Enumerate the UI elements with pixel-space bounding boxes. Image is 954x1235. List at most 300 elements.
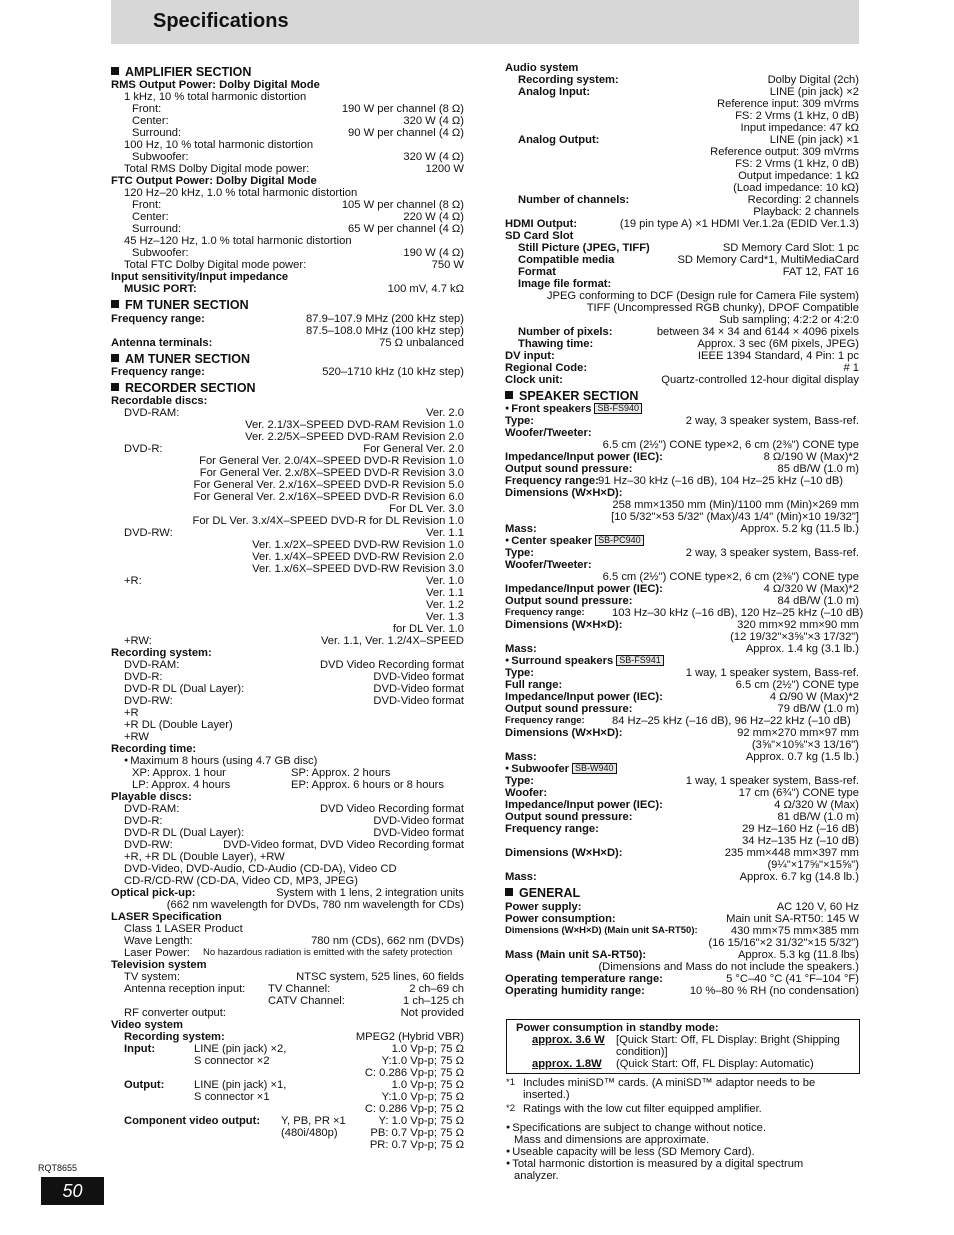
label-text: Woofer/Tweeter: [505, 427, 592, 440]
label-text: Type: [505, 547, 535, 560]
spec-row [111, 743, 464, 755]
spec-label [505, 901, 581, 913]
spec-value: DVD Video Recording format [319, 803, 464, 816]
spec-row [111, 791, 464, 803]
spec-value: 2 ch–69 ch [409, 983, 464, 996]
spec-label [518, 326, 613, 338]
note-bullet: ● Total harmonic distortion is measured by a digital spectrum [506, 1158, 803, 1170]
spec-label [124, 1115, 260, 1127]
spec-label [518, 86, 590, 98]
label-text: +R, +R DL (Double Layer), +RW [124, 851, 285, 864]
spec-row [111, 1139, 464, 1151]
spec-label [505, 655, 664, 667]
spec-label [505, 973, 663, 985]
section-heading [111, 352, 464, 366]
spec-sub-value: LINE (pin jack) ×2, [194, 1043, 287, 1056]
label-text: DVD-R: [124, 671, 163, 684]
spec-text [124, 923, 243, 935]
spec-value: IEEE 1394 Standard, 4 Pin: 1 pc [697, 350, 859, 362]
label-text: Input sensitivity/Input impedance [111, 271, 289, 284]
spec-value: 65 W per channel (4 Ω) [348, 223, 464, 236]
spec-row [505, 703, 859, 715]
spec-label [111, 271, 288, 283]
spec-value: TIFF (Uncompressed RGB chunky), DPOF Compatible [586, 302, 859, 314]
spec-value: FS: 2 Vrms (1 kHz, 0 dB) [735, 158, 859, 170]
label-text: +R DL (Double Layer) [124, 719, 233, 732]
spec-label [505, 523, 537, 535]
spec-row [505, 146, 859, 158]
spec-row [111, 671, 464, 683]
spec-row [505, 254, 859, 266]
spec-label [505, 667, 534, 679]
spec-label [111, 366, 205, 378]
square-bullet-icon [505, 391, 513, 399]
spec-row [111, 1043, 464, 1055]
spec-row [505, 290, 859, 302]
spec-text [132, 767, 226, 779]
label-text: Total FTC Dolby Digital mode power: [124, 259, 307, 272]
spec-label [111, 79, 320, 91]
label-text: Surround: [132, 223, 182, 236]
spec-row [111, 707, 464, 719]
spec-row [111, 127, 464, 139]
label-text: Output sound pressure: [505, 811, 633, 824]
label-text: Dimensions (W×H×D): [505, 847, 623, 860]
spec-label [505, 415, 534, 427]
label-text: Output sound pressure: [505, 703, 633, 716]
footnote-text: Includes miniSD™ cards. (A miniSD™ adaptor needs to be [523, 1077, 816, 1089]
spec-label [505, 451, 663, 463]
spec-row [505, 643, 859, 655]
spec-value: 320 mm×92 mm×90 mm [737, 619, 859, 632]
spec-text [124, 935, 193, 947]
spec-value: C: 0.286 Vp-p; 75 Ω [364, 1103, 464, 1116]
label-text: Frequency range: [111, 312, 205, 325]
right-column [505, 62, 864, 997]
spec-row [505, 871, 859, 883]
model-number-badge: SB-W940 [572, 763, 617, 774]
spec-row [505, 122, 859, 134]
spec-row [505, 913, 859, 925]
spec-label [505, 847, 622, 859]
spec-value: Ver. 1.3 [426, 611, 464, 624]
spec-row [111, 575, 464, 587]
label-text: Type: [505, 667, 535, 680]
spec-row [111, 1055, 464, 1067]
spec-row [505, 547, 859, 559]
spec-value: 81 dB/W (1.0 m) [777, 811, 859, 824]
label-text: MUSIC PORT: [124, 283, 197, 296]
label-text: Video system [111, 1019, 183, 1032]
spec-value: AC 120 V, 60 Hz [776, 900, 859, 913]
spec-row [111, 815, 464, 827]
label-text: 45 Hz–120 Hz, 1.0 % total harmonic distortion [124, 235, 352, 248]
section-title: AMPLIFIER SECTION [125, 65, 252, 79]
spec-row [111, 247, 464, 259]
left-column [111, 62, 464, 1151]
spec-row [111, 199, 464, 211]
spec-label [505, 619, 622, 631]
spec-row [505, 559, 859, 571]
spec-value: 1.0 Vp-p; 75 Ω [391, 1043, 464, 1056]
spec-value: 235 mm×448 mm×397 mm [724, 847, 859, 860]
spec-row [505, 715, 859, 727]
spec-label [505, 350, 555, 362]
spec-label [124, 1043, 155, 1055]
spec-value: Main unit SA-RT50: 145 W [726, 912, 859, 925]
spec-text [124, 803, 179, 815]
spec-row [111, 223, 464, 235]
label-text: Still Picture (JPEG, TIFF) [518, 242, 650, 254]
spec-label [505, 871, 537, 883]
label-text: Number of pixels: [518, 326, 613, 338]
label-text: Clock unit: [505, 374, 563, 386]
spec-row [111, 803, 464, 815]
spec-row [111, 827, 464, 839]
label-text: Mass: [505, 751, 537, 764]
spec-value: 75 Ω unbalanced [379, 336, 464, 349]
spec-text [124, 839, 173, 851]
label-text: Optical pick-up: [111, 887, 196, 900]
spec-row [111, 659, 464, 671]
spec-label [111, 395, 207, 407]
label-text: Regional Code: [505, 362, 588, 374]
spec-row [111, 337, 464, 349]
standby-title: Power consumption in standby mode: [516, 1022, 719, 1034]
spec-row [505, 847, 859, 859]
spec-label [518, 338, 593, 350]
section-heading [505, 886, 859, 900]
spec-row [505, 362, 859, 374]
spec-label [111, 791, 192, 803]
spec-value: 258 mm×1350 mm (Min)/1100 mm (Min)×269 mm [612, 499, 859, 512]
spec-row [111, 91, 464, 103]
label-text: CD-R/CD-RW (CD-DA, Video CD, MP3, JPEG) [124, 875, 358, 888]
spec-value: For General Ver. 2.x/16X–SPEED DVD-R Revision 5.0 [193, 479, 464, 492]
spec-text [124, 1007, 226, 1019]
spec-value: 17 cm (6¾") CONE type [738, 787, 859, 800]
page-number: 50 [41, 1177, 104, 1205]
label-text: TV system: [124, 971, 180, 984]
spec-value: Recording: 2 channels [747, 194, 859, 206]
spec-row [111, 1115, 464, 1127]
spec-row [505, 691, 859, 703]
spec-row [111, 539, 464, 551]
label-text: Output sound pressure: [505, 463, 633, 476]
spec-value: SD Memory Card*1, MultiMediaCard [677, 254, 859, 266]
spec-value: MPEG2 (Hybrid VBR) [355, 1031, 464, 1044]
section-heading [111, 65, 464, 79]
spec-value: For General Ver. 2.x/8X–SPEED DVD-R Revision 3.0 [199, 467, 464, 480]
spec-text [124, 695, 173, 707]
spec-value: LINE (pin jack) ×1 [769, 134, 859, 146]
section-heading [111, 298, 464, 312]
spec-value: Dolby Digital (2ch) [767, 74, 859, 86]
spec-row [111, 635, 464, 647]
label-text: SD Card Slot [505, 230, 574, 242]
label-text: DVD-Video, DVD-Audio, CD-Audio (CD-DA), Video CD [124, 863, 397, 876]
spec-row [505, 751, 859, 763]
spec-row [111, 1091, 464, 1103]
spec-sub-value: 84 Hz–25 kHz (–16 dB), 96 Hz–22 kHz (–10 dB) [612, 715, 851, 728]
spec-label [111, 647, 212, 659]
spec-row [505, 98, 859, 110]
label-text: Television system [111, 959, 207, 972]
spec-row [505, 218, 859, 230]
spec-value: 520–1710 kHz (10 kHz step) [322, 365, 464, 378]
spec-sub-value: 103 Hz–30 kHz (–16 dB), 120 Hz–25 kHz (–10 dB) [612, 607, 864, 620]
spec-value: 190 W (4 Ω) [403, 247, 464, 260]
spec-value: 780 nm (CDs), 662 nm (DVDs) [311, 935, 464, 948]
spec-row [505, 403, 859, 415]
spec-text [124, 575, 142, 587]
spec-label [111, 1019, 183, 1031]
label-text: Frequency range: [505, 475, 599, 488]
spec-row [505, 350, 859, 362]
label-text: Recording system: [124, 1031, 225, 1044]
square-bullet-icon [111, 354, 119, 362]
spec-value: LINE (pin jack) ×2 [769, 86, 859, 98]
spec-row [505, 925, 859, 937]
spec-label [505, 751, 537, 763]
spec-value: 79 dB/W (1.0 m) [777, 703, 859, 716]
spec-row [505, 961, 859, 973]
spec-row [111, 467, 464, 479]
spec-value: Y: 1.0 Vp-p; 75 Ω [378, 1115, 464, 1128]
spec-label [505, 799, 663, 811]
label-text: Analog Output: [518, 134, 600, 146]
spec-value: Approx. 5.3 kg (11.8 lbs) [737, 948, 859, 961]
spec-sub-value: (480i/480p) [281, 1127, 338, 1140]
spec-row [505, 110, 859, 122]
label-text: DVD-R DL (Dual Layer): [124, 683, 245, 696]
label-text: Power supply: [505, 900, 582, 913]
spec-label [505, 763, 617, 775]
spec-row [111, 1127, 464, 1139]
label-text: Front speakers [511, 403, 592, 416]
spec-value: DVD-Video format [373, 683, 464, 696]
spec-row [111, 419, 464, 431]
label-text: Type: [505, 415, 535, 428]
spec-value: (9¼"×17⅝"×15⅝") [767, 859, 859, 872]
spec-value: Quartz-controlled 12-hour digital display [661, 374, 859, 386]
label-text: Audio system [505, 62, 579, 74]
spec-value: Ver. 1.1 [426, 527, 464, 540]
spec-value: Ver. 1.x/6X–SPEED DVD-RW Revision 3.0 [252, 563, 464, 576]
label-text: Recordable discs: [111, 395, 208, 408]
spec-value: For General Ver. 2.0/4X–SPEED DVD-R Revision 1.0 [199, 455, 464, 468]
spec-row [505, 338, 859, 350]
spec-value: Ver. 1.x/2X–SPEED DVD-RW Revision 1.0 [252, 539, 464, 552]
label-text: Dimensions (W×H×D) (Main unit SA-RT50): [505, 924, 698, 936]
spec-label [111, 743, 196, 755]
spec-row [505, 278, 859, 290]
spec-value: (19 pin type A) ×1 HDMI Ver.1.2a (EDID Ver.1.3) [619, 218, 859, 230]
spec-text [124, 443, 163, 455]
spec-row [505, 811, 859, 823]
spec-row [111, 599, 464, 611]
label-text: Antenna terminals: [111, 336, 213, 349]
spec-row [505, 571, 859, 583]
spec-row [505, 487, 859, 499]
footnote-text: inserted.) [523, 1089, 570, 1101]
spec-value: (Load impedance: 10 kΩ) [733, 182, 859, 194]
spec-value: Approx. 6.7 kg (14.8 lb.) [739, 871, 859, 884]
spec-text [124, 971, 180, 983]
spec-label [505, 715, 585, 727]
spec-row [111, 767, 464, 779]
spec-row [111, 551, 464, 563]
spec-row [505, 326, 859, 338]
spec-value: for DL Ver. 1.0 [392, 623, 464, 636]
label-text: Wave Length: [124, 935, 193, 948]
label-text: DVD-RAM: [124, 803, 180, 816]
label-text: 120 Hz–20 kHz, 1.0 % total harmonic distortion [124, 187, 358, 200]
spec-text [124, 659, 179, 671]
spec-row [505, 655, 859, 667]
spec-label [505, 925, 698, 937]
spec-value: Input impedance: 47 kΩ [740, 122, 859, 134]
label-text: Impedance/Input power (IEC): [505, 583, 663, 596]
spec-row [505, 523, 859, 535]
note-text: Mass and dimensions are approximate. [514, 1134, 710, 1146]
section-title: FM TUNER SECTION [125, 298, 249, 313]
standby-power-box [506, 1019, 860, 1074]
section-title: GENERAL [519, 886, 581, 901]
spec-value: 4 Ω/320 W (Max) [774, 799, 859, 812]
spec-row [111, 611, 464, 623]
label-text: Playable discs: [111, 791, 192, 804]
spec-row [505, 583, 859, 595]
label-text: HDMI Output: [505, 218, 578, 230]
spec-label [505, 559, 592, 571]
label-text: Antenna reception input: [124, 983, 246, 996]
spec-row [111, 443, 464, 455]
label-text: Compatible media [518, 254, 615, 266]
label-text: DVD-RAM: [124, 407, 180, 420]
spec-value: (12 19/32"×3⅝"×3 17/32") [730, 631, 859, 644]
spec-row [111, 851, 464, 863]
label-text: +RW: [124, 635, 152, 648]
spec-value: 6.5 cm (2½") CONE type [735, 679, 859, 692]
spec-label [505, 727, 622, 739]
spec-value: 34 Hz–135 Hz (–10 dB) [742, 835, 859, 848]
spec-value: Approx. 3 sec (6M pixels, JPEG) [697, 338, 859, 350]
spec-row [505, 787, 859, 799]
spec-row [505, 775, 859, 787]
spec-row [505, 230, 859, 242]
spec-text [124, 235, 352, 247]
spec-label [505, 787, 547, 799]
spec-row [111, 139, 464, 151]
label-text: Maximum 8 hours (using 4.7 GB disc) [130, 755, 318, 768]
spec-label [505, 487, 622, 499]
label-text: Mass: [505, 523, 537, 536]
spec-text [124, 947, 190, 959]
spec-row [111, 947, 464, 959]
standby-value-2: approx. 1.8W [532, 1058, 602, 1070]
spec-row [111, 623, 464, 635]
spec-row [505, 427, 859, 439]
spec-value: 4 Ω/320 W (Max)*2 [763, 583, 859, 596]
spec-row [111, 911, 464, 923]
label-text: Frequency range: [505, 715, 585, 727]
model-number-badge: SB-PC940 [595, 535, 644, 546]
spec-row [111, 431, 464, 443]
model-number-badge: SB-FS941 [616, 655, 664, 666]
spec-value: DVD-Video format, DVD Video Recording format [223, 839, 464, 852]
spec-row [111, 563, 464, 575]
spec-row [111, 455, 464, 467]
spec-value: 320 W (4 Ω) [403, 151, 464, 164]
label-text: Input: [124, 1043, 156, 1056]
label-text: Power consumption: [505, 912, 616, 925]
spec-value: System with 1 lens, 2 integration units [276, 887, 464, 900]
label-text: Thawing time: [518, 338, 594, 350]
label-text: Analog Input: [518, 86, 591, 98]
spec-row [505, 134, 859, 146]
label-text: Operating temperature range: [505, 972, 663, 985]
spec-value: C: 0.286 Vp-p; 75 Ω [364, 1067, 464, 1080]
spec-value: 320 W (4 Ω) [403, 115, 464, 128]
label-text: Subwoofer: [132, 151, 189, 164]
spec-label [505, 949, 646, 961]
spec-text [124, 635, 152, 647]
spec-row [505, 937, 859, 949]
spec-row [111, 503, 464, 515]
spec-row [111, 1103, 464, 1115]
spec-value: 87.9–107.9 MHz (200 kHz step) [306, 312, 464, 325]
section-title: AM TUNER SECTION [125, 351, 250, 366]
spec-sub-value: EP: Approx. 6 hours or 8 hours [291, 779, 444, 792]
spec-label [518, 74, 619, 86]
spec-row [111, 899, 464, 911]
spec-value: 1 way, 1 speaker system, Bass-ref. [685, 775, 859, 788]
spec-value: Output impedance: 1 kΩ [738, 170, 859, 182]
spec-value: Approx. 1.4 kg (3.1 lb.) [745, 643, 859, 656]
spec-row [505, 439, 859, 451]
spec-row [505, 727, 859, 739]
spec-value: 220 W (4 Ω) [403, 211, 464, 224]
label-text: Surround speakers [511, 655, 614, 668]
spec-value: Ver. 1.1, Ver. 1.2/4X–SPEED [320, 635, 464, 648]
section-heading [505, 389, 859, 403]
spec-label [505, 362, 587, 374]
label-text: FTC Output Power: Dolby Digital Mode [111, 175, 317, 188]
spec-label [505, 547, 534, 559]
label-text: Recording system: [111, 647, 212, 660]
spec-value: (Dimensions and Mass do not include the speakers.) [598, 960, 859, 973]
spec-value: 190 W per channel (8 Ω) [341, 103, 464, 116]
spec-label [518, 134, 599, 146]
spec-label [505, 811, 632, 823]
label-text: Dimensions (W×H×D): [505, 727, 623, 740]
label-text: LP: Approx. 4 hours [132, 779, 231, 792]
label-text: Mass: [505, 871, 537, 884]
label-text: Center: [132, 115, 169, 128]
label-text: DVD-R: [124, 815, 163, 828]
spec-text [132, 247, 189, 259]
spec-row [505, 763, 859, 775]
spec-text [132, 115, 169, 127]
spec-row [505, 266, 859, 278]
spec-text [124, 187, 357, 199]
label-text: Subwoofer [511, 763, 570, 776]
spec-value: 5 °C–40 °C (41 °F–104 °F) [726, 972, 859, 985]
spec-label [111, 175, 317, 187]
spec-text [124, 91, 306, 103]
label-text: Front: [132, 103, 162, 116]
